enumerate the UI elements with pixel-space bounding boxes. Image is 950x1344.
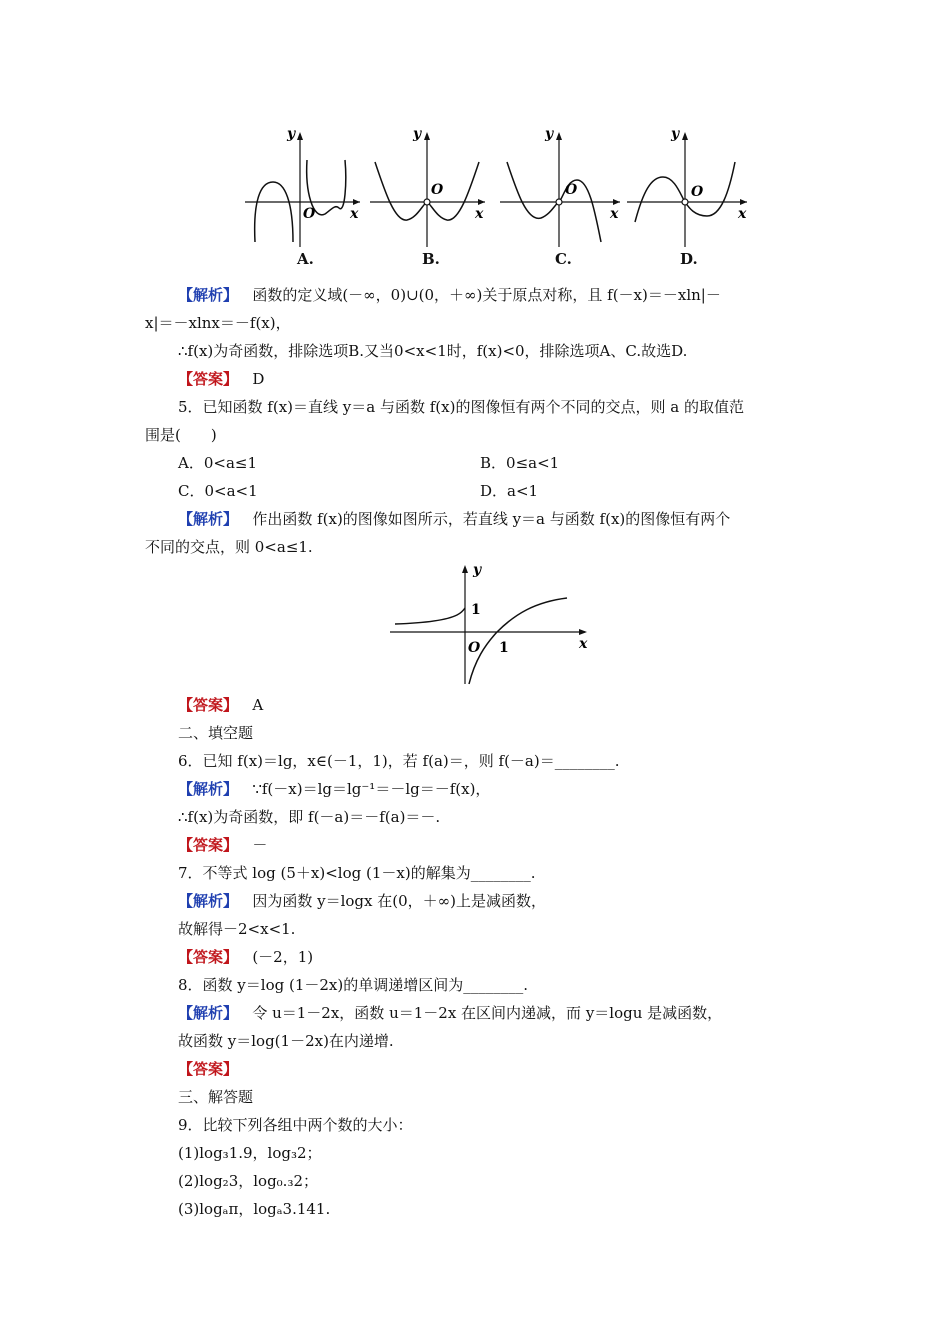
q5-option-d: D．a<1 [480, 482, 539, 500]
graph-b-origin-label: O [431, 182, 444, 198]
q5-graph-x-tick: 1 [499, 640, 509, 656]
graph-c-label: C. [555, 250, 572, 268]
q5-option-b: B．0≤a<1 [480, 454, 560, 472]
q5-analysis-tag: 【解析】 [178, 510, 239, 528]
q4-answer: D [252, 370, 265, 388]
graph-b-label: B. [422, 250, 440, 268]
q7-answer: (－2，1) [252, 948, 314, 966]
q6-answer: － [252, 836, 268, 854]
q5-answer-line [178, 695, 263, 715]
graph-a-origin-label: O [303, 206, 316, 222]
q6-analysis-tag: 【解析】 [178, 780, 239, 798]
graph-a-label: A. [297, 250, 314, 268]
q7-answer-tag: 【答案】 [178, 948, 239, 966]
q7-analysis-line2: 故解得－2<x<1. [178, 920, 296, 938]
graph-c-x-label: x [610, 206, 619, 222]
graph-a-x-label: x [350, 206, 359, 222]
q8-analysis-text1: 令 u＝1－2x，函数 u＝1－2x 在区间内递减，而 y＝logu 是减函数， [252, 1004, 723, 1022]
graph-b-y-label: y [413, 126, 422, 142]
section3-heading: 三、解答题 [178, 1088, 254, 1106]
q4-answer-line [178, 369, 264, 389]
q8-analysis-tag: 【解析】 [178, 1004, 239, 1022]
q8-analysis-line1 [178, 1003, 722, 1023]
graph-d-y-label: y [671, 126, 680, 142]
q4-answer-tag: 【答案】 [178, 370, 239, 388]
q9-item-1: (1)log₃1.9，log₃2； [178, 1144, 322, 1162]
q5-stem-line1: 5．已知函数 f(x)＝直线 y＝a 与函数 f(x)的图像恒有两个不同的交点，则 a 的取值范 [178, 398, 744, 416]
graph-d-x-label: x [738, 206, 747, 222]
q9-stem: 9．比较下列各组中两个数的大小： [178, 1116, 413, 1134]
graph-c-origin-label: O [565, 182, 578, 198]
graph-d-label: D. [680, 250, 698, 268]
q5-analysis-line2: 不同的交点，则 0<a≤1. [145, 538, 313, 556]
section2-heading: 二、填空题 [178, 724, 254, 742]
q8-answer-tag: 【答案】 [178, 1060, 239, 1078]
q6-stem: 6．已知 f(x)＝lg，x∈(－1，1)，若 f(a)＝，则 f(－a)＝________. [178, 752, 620, 770]
q4-analysis-tag: 【解析】 [178, 286, 239, 304]
q4-analysis-line3: ∴f(x)为奇函数，排除选项B.又当0<x<1时，f(x)<0，排除选项A、C.故选D. [178, 342, 688, 360]
q8-answer-line [178, 1059, 238, 1079]
q7-answer-line [178, 947, 313, 967]
q8-analysis-line2: 故函数 y＝log(1－2x)在内递增. [178, 1032, 394, 1050]
q5-answer-tag: 【答案】 [178, 696, 239, 714]
graph-a [245, 126, 360, 247]
q6-answer-line [178, 835, 267, 855]
q6-analysis-line1 [178, 779, 490, 799]
q6-answer-tag: 【答案】 [178, 836, 239, 854]
q7-analysis-line1 [178, 891, 546, 911]
graph-d [627, 126, 747, 247]
q5-graph-x-label: x [579, 636, 588, 652]
q5-graph-y-label: y [473, 562, 482, 578]
q5-stem-line2: 围是( ) [145, 426, 217, 444]
q5-function-graph [385, 560, 595, 688]
q9-item-2: (2)log₂3，log₀.₃2； [178, 1172, 319, 1190]
graph-c [500, 126, 620, 247]
graph-b-x-label: x [475, 206, 484, 222]
q4-analysis-line1 [178, 285, 721, 305]
q8-stem: 8．函数 y＝log (1－2x)的单调递增区间为________. [178, 976, 529, 994]
q7-analysis-text1: 因为函数 y＝logx 在(0，＋∞)上是减函数， [252, 892, 546, 910]
q5-option-c: C．0<a<1 [178, 482, 258, 500]
q4-analysis-text1: 函数的定义域(－∞，0)∪(0，＋∞)关于原点对称，且 f(－x)＝－xln|－ [252, 286, 721, 304]
q5-option-a: A．0<a≤1 [178, 454, 257, 472]
q7-analysis-tag: 【解析】 [178, 892, 239, 910]
q5-analysis-line1 [178, 509, 730, 529]
q6-analysis-text1: ∵f(－x)＝lg＝lg⁻¹＝－lg＝－f(x)， [252, 780, 491, 798]
graph-c-y-label: y [545, 126, 554, 142]
q5-analysis-text1: 作出函数 f(x)的图像如图所示，若直线 y＝a 与函数 f(x)的图像恒有两个 [252, 510, 731, 528]
graph-b [370, 126, 485, 247]
q4-analysis-line2: x|＝－xlnx＝－f(x)， [145, 314, 291, 332]
q6-analysis-line2: ∴f(x)为奇函数，即 f(－a)＝－f(a)＝－. [178, 808, 441, 826]
graph-d-origin-label: O [691, 184, 704, 200]
q5-graph-origin-label: O [468, 640, 481, 656]
q5-answer: A [252, 696, 264, 714]
q9-item-3: (3)logₐπ，logₐ3.141. [178, 1200, 331, 1218]
graph-a-y-label: y [287, 126, 296, 142]
q5-graph-y-tick: 1 [471, 602, 481, 618]
q7-stem: 7．不等式 log (5＋x)<log (1－x)的解集为________. [178, 864, 536, 882]
